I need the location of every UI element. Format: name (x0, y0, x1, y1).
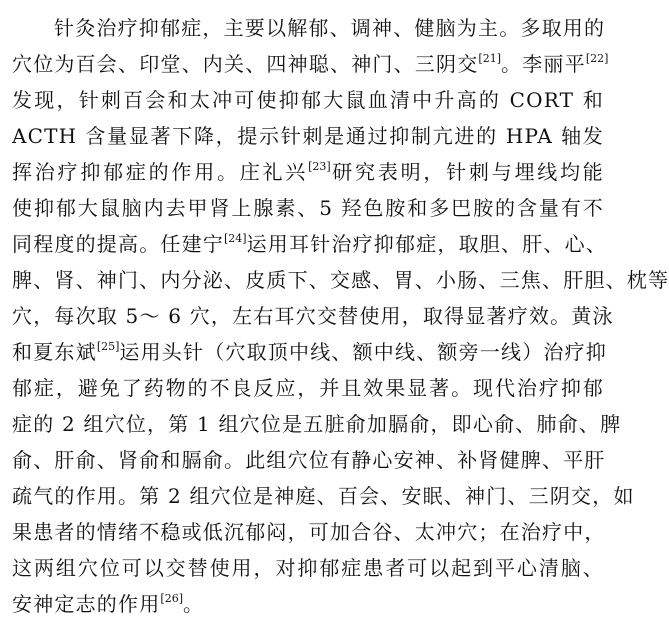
text-line (12, 334, 608, 370)
citation-ref: [25] (96, 340, 120, 353)
text-line-last (12, 586, 604, 622)
line-text: 穴位为百会、印堂、内关、四神聪、神门、三阴交 (12, 52, 479, 76)
line-text: 郁症，避免了药物的不良反应，并且效果显著。现代治疗抑郁 (12, 376, 604, 400)
text-line (12, 478, 635, 514)
line-text: 研究表明，针刺与埋线均能 (330, 160, 604, 184)
text-line (12, 190, 604, 226)
line-text: 症的 2 组穴位，第 1 组穴位是五脏俞加膈俞，即心俞、肺俞、脾 (12, 412, 622, 436)
text-line (12, 154, 604, 190)
text-line (12, 442, 604, 478)
text-line (12, 262, 669, 298)
line-text: 穴，每次取 5～ 6 穴，左右耳穴交替使用，取得显著疗效。黄泳 (12, 304, 614, 328)
text-line (12, 370, 604, 406)
text-line (12, 406, 622, 442)
line-text: 针灸治疗抑郁症，主要以解郁、调神、健脑为主。多取用的 (54, 16, 606, 40)
line-text: 安神定志的作用 (12, 592, 161, 616)
text-line (12, 298, 614, 334)
line-text: 运用头针（穴取顶中线、额中线、额旁一线）治疗抑 (119, 340, 608, 364)
line-text: 果患者的情绪不稳或低沉郁闷，可加合谷、太冲穴；在治疗中， (12, 520, 606, 544)
text-line (12, 10, 604, 46)
line-text: 使抑郁大鼠脑内去甲肾上腺素、5 羟色胺和多巴胺的含量有不 (12, 196, 604, 220)
line-text: ACTH 含量显著下降，提示针刺是通过抑制亢进的 HPA 轴发 (12, 124, 604, 148)
line-text: 。 (183, 592, 205, 616)
citation-ref: [24] (224, 232, 247, 245)
text-line (12, 226, 607, 262)
line-text: 脾、肾、神门、内分泌、皮质下、交感、胃、小肠、三焦、肝胆、枕等 (12, 268, 669, 292)
text-line (12, 82, 604, 118)
line-text: 运用耳针治疗抑郁症，取胆、肝、心、 (246, 232, 607, 256)
line-text: 这两组穴位可以交替使用，对抑郁症患者可以起到平心清脑、 (12, 556, 604, 580)
citation-ref: [22] (585, 52, 609, 65)
line-text: 疏气的作用。第 2 组穴位是神庭、百会、安眠、神门、三阴交，如 (12, 484, 635, 508)
citation-ref: [26] (160, 592, 183, 605)
text-line (12, 118, 604, 154)
text-line (12, 514, 604, 550)
line-text: 。李丽平 (501, 52, 586, 76)
line-text: 同程度的提高。任建宁 (12, 232, 224, 256)
line-text: 和夏东斌 (12, 340, 97, 364)
line-text: 俞、肝俞、肾俞和膈俞。此组穴位有静心安神、补肾健脾、平肝 (12, 448, 606, 472)
text-line (12, 550, 604, 586)
citation-ref: [21] (478, 52, 501, 65)
text-line (12, 46, 609, 82)
citation-ref: [23] (308, 160, 331, 173)
line-text: 发现，针刺百会和太冲可使抑郁大鼠血清中升高的 CORT 和 (12, 88, 604, 112)
line-text: 挥治疗抑郁症的作用。庄礼兴 (12, 160, 309, 184)
